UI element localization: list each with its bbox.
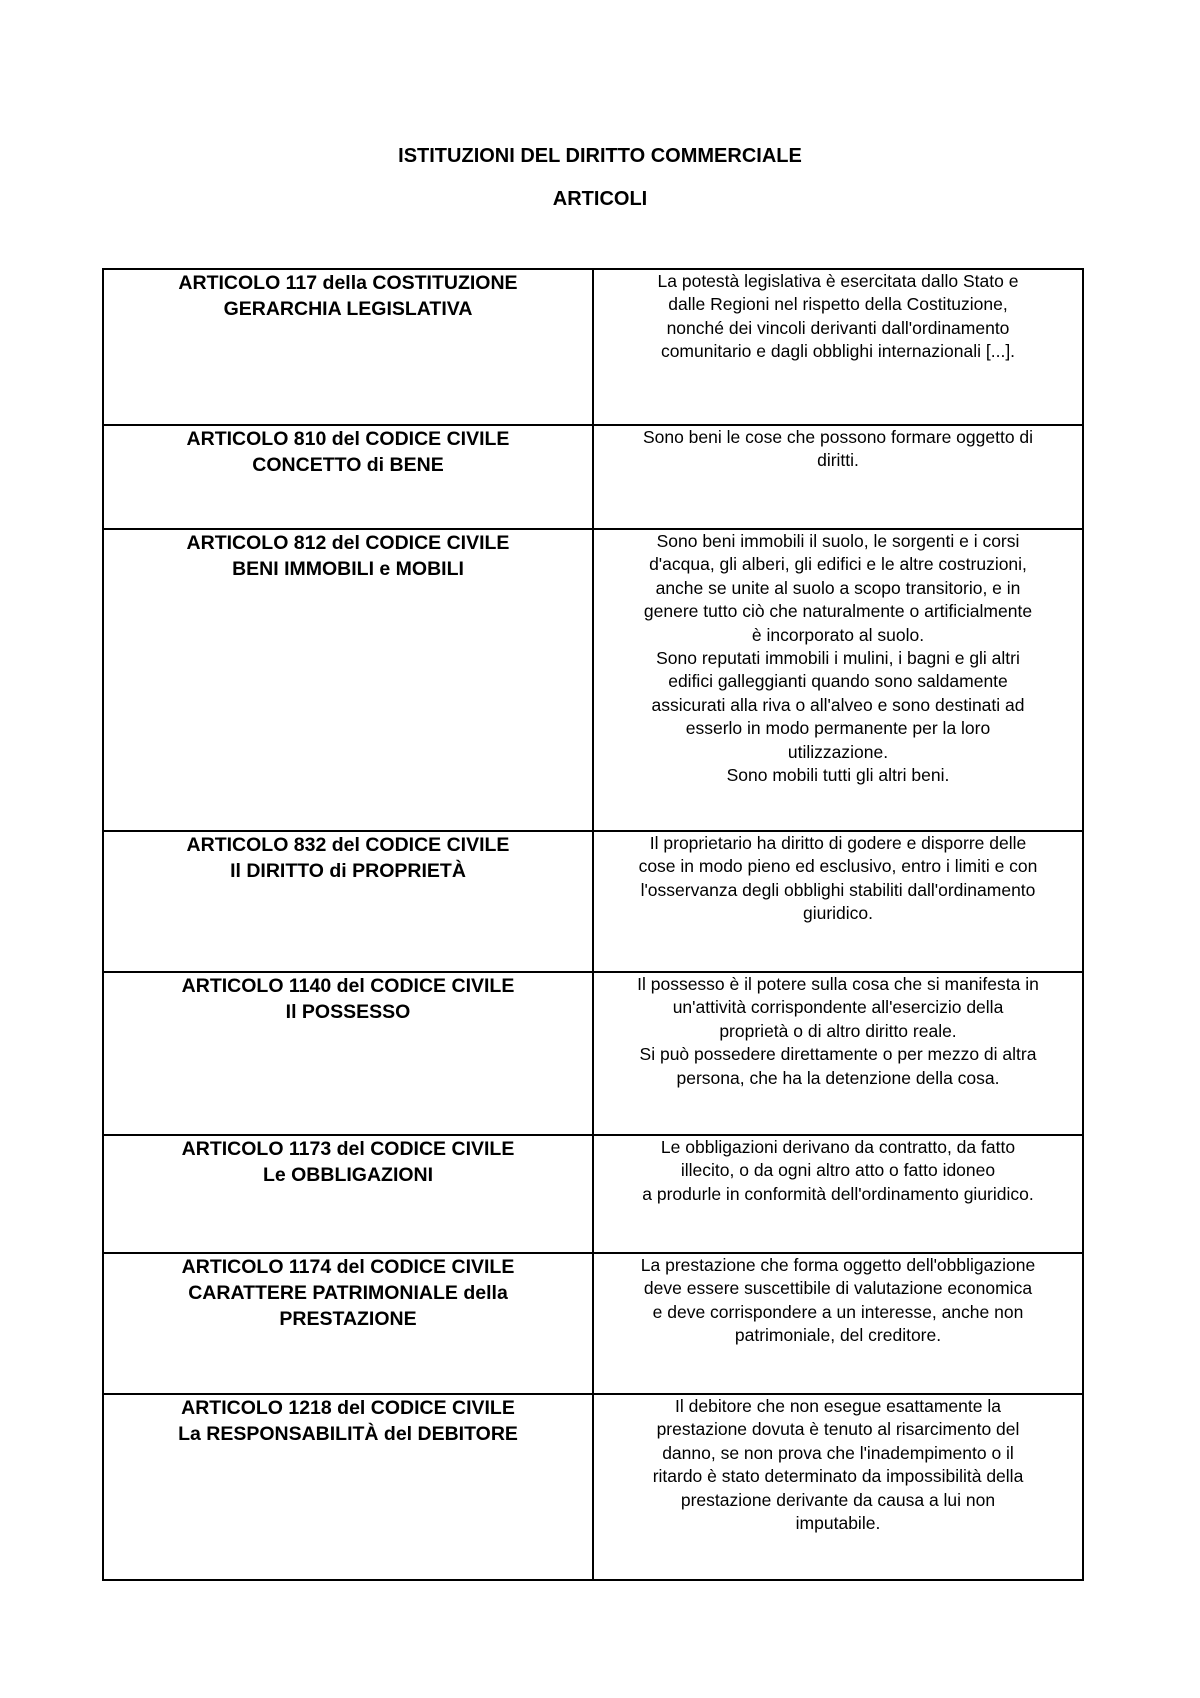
article-heading-line: ARTICOLO 1174 del CODICE CIVILE (181, 1256, 515, 1278)
articles-table (102, 268, 1084, 1581)
article-heading-line: CARATTERE PATRIMONIALE della (188, 1282, 508, 1304)
article-row (103, 269, 1083, 425)
article-text-line: prestazione dovuta è tenuto al risarcimento del (656, 1419, 1020, 1440)
article-text-line: Sono beni immobili il suolo, le sorgenti e i corsi (656, 531, 1020, 551)
article-heading (104, 1136, 592, 1188)
article-heading-line: CONCETTO di BENE (252, 454, 444, 476)
article-row (103, 831, 1083, 972)
article-heading-line: ARTICOLO 810 del CODICE CIVILE (186, 428, 510, 450)
article-text-line: Le obbligazioni derivano da contratto, da fatto (660, 1137, 1016, 1157)
article-text-cell (593, 972, 1083, 1135)
article-text-line: prestazione derivante da causa a lui non (680, 1489, 996, 1510)
article-row (103, 529, 1083, 831)
article-text (594, 1395, 1082, 1535)
article-text-line: Il debitore che non esegue esattamente la (675, 1396, 1001, 1416)
article-text-cell (593, 1135, 1083, 1253)
article-text-line: edifici galleggianti quando sono saldamente (668, 671, 1008, 692)
article-heading (104, 426, 592, 478)
article-text (594, 530, 1082, 787)
article-text-line: comunitario e dagli obblighi internazionali [...]. (660, 341, 1016, 362)
article-heading-line: Il DIRITTO di PROPRIETÀ (230, 860, 466, 882)
article-text-line: deve essere suscettibile di valutazione economica (643, 1278, 1033, 1299)
article-heading-cell (103, 831, 593, 972)
article-text (594, 1254, 1082, 1348)
article-heading-line: ARTICOLO 117 della COSTITUZIONE (178, 272, 518, 294)
article-heading-line: Il POSSESSO (285, 1001, 411, 1023)
article-text-line: esserlo in modo permanente per la loro (685, 718, 991, 739)
article-text-cell (593, 1253, 1083, 1394)
article-text-line: Sono reputati immobili i mulini, i bagni e gli altri (656, 648, 1020, 669)
article-heading (104, 1395, 592, 1447)
article-row (103, 425, 1083, 529)
article-heading-cell (103, 1253, 593, 1394)
article-text-cell (593, 1394, 1083, 1580)
article-text-line: imputabile. (795, 1513, 881, 1534)
article-heading-line: Le OBBLIGAZIONI (262, 1164, 434, 1186)
article-text (594, 1136, 1082, 1206)
article-text-line: nonché dei vincoli derivanti dall'ordinamento (666, 317, 1010, 338)
article-text-line: è incorporato al suolo. (751, 624, 925, 645)
article-heading-line: PRESTAZIONE (279, 1308, 417, 1330)
article-heading-line: GERARCHIA LEGISLATIVA (223, 298, 473, 320)
article-heading (104, 832, 592, 884)
article-heading-line: ARTICOLO 1218 del CODICE CIVILE (181, 1397, 515, 1419)
article-text (594, 832, 1082, 926)
article-text-line: danno, se non prova che l'inadempimento o il (662, 1442, 1014, 1463)
articles-table-body (103, 269, 1083, 1580)
document-subtitle: ARTICOLI (552, 188, 648, 210)
article-heading-line: ARTICOLO 812 del CODICE CIVILE (186, 532, 510, 554)
article-text-cell (593, 425, 1083, 529)
article-text-line: cose in modo pieno ed esclusivo, entro i limiti e con (638, 856, 1038, 877)
article-heading-line: ARTICOLO 832 del CODICE CIVILE (186, 834, 510, 856)
article-heading-line: ARTICOLO 1140 del CODICE CIVILE (181, 975, 515, 997)
article-text-line: l'osservanza degli obblighi stabiliti dall'ordinamento (640, 879, 1036, 900)
article-text-line: Sono mobili tutti gli altri beni. (726, 765, 950, 786)
article-text-line: genere tutto ciò che naturalmente o artificialmente (643, 601, 1033, 622)
article-heading-line: BENI IMMOBILI e MOBILI (232, 558, 464, 580)
article-heading-cell (103, 1394, 593, 1580)
article-row (103, 1253, 1083, 1394)
article-text-line: Si può possedere direttamente o per mezzo di altra (639, 1044, 1037, 1065)
article-text-line: persona, che ha la detenzione della cosa. (676, 1067, 1000, 1088)
article-text-line: a produrle in conformità dell'ordinamento giuridico. (642, 1183, 1034, 1204)
article-text (594, 270, 1082, 364)
article-heading-cell (103, 269, 593, 425)
article-text-line: La prestazione che forma oggetto dell'obbligazione (640, 1255, 1036, 1275)
article-text-line: anche se unite al suolo a scopo transitorio, e in (655, 577, 1021, 598)
article-heading-line: La RESPONSABILITÀ del DEBITORE (178, 1423, 518, 1445)
article-text-line: ritardo è stato determinato da impossibilità della (652, 1466, 1024, 1487)
article-text-line: dalle Regioni nel rispetto della Costituzione, (668, 294, 1008, 315)
article-text-cell (593, 831, 1083, 972)
article-heading (104, 530, 592, 582)
article-text-line: un'attività corrispondente all'esercizio della (672, 997, 1004, 1018)
article-text-line: Il proprietario ha diritto di godere e disporre delle (649, 833, 1027, 853)
article-text-line: La potestà legislativa è esercitata dallo Stato e (657, 271, 1019, 291)
article-text-line: assicurati alla riva o all'alveo e sono destinati ad (651, 694, 1025, 715)
article-text-line: patrimoniale, del creditore. (734, 1325, 942, 1346)
article-text-line: d'acqua, gli alberi, gli edifici e le altre costruzioni, (649, 554, 1027, 575)
article-heading (104, 1254, 592, 1332)
article-heading-cell (103, 425, 593, 529)
article-text-line: illecito, o da ogni altro atto o fatto idoneo (680, 1160, 996, 1181)
article-text-cell (593, 269, 1083, 425)
document-title: ISTITUZIONI DEL DIRITTO COMMERCIALE (398, 145, 802, 167)
article-text-line: diritti. (817, 450, 859, 471)
article-heading-cell (103, 529, 593, 831)
article-heading-cell (103, 972, 593, 1135)
article-text (594, 426, 1082, 473)
article-text (594, 973, 1082, 1090)
article-heading (104, 270, 592, 322)
article-row (103, 1135, 1083, 1253)
article-text-line: e deve corrispondere a un interesse, anche non (652, 1301, 1024, 1322)
article-text-cell (593, 529, 1083, 831)
article-heading (104, 973, 592, 1025)
article-text-line: utilizzazione. (787, 741, 889, 762)
article-heading-cell (103, 1135, 593, 1253)
article-text-line: Il possesso è il potere sulla cosa che si manifesta in (637, 974, 1039, 994)
article-text-line: giuridico. (802, 903, 874, 924)
article-text-line: Sono beni le cose che possono formare oggetto di (642, 427, 1034, 447)
article-heading-line: ARTICOLO 1173 del CODICE CIVILE (181, 1138, 515, 1160)
article-text-line: proprietà o di altro diritto reale. (719, 1020, 957, 1041)
article-row (103, 1394, 1083, 1580)
article-row (103, 972, 1083, 1135)
